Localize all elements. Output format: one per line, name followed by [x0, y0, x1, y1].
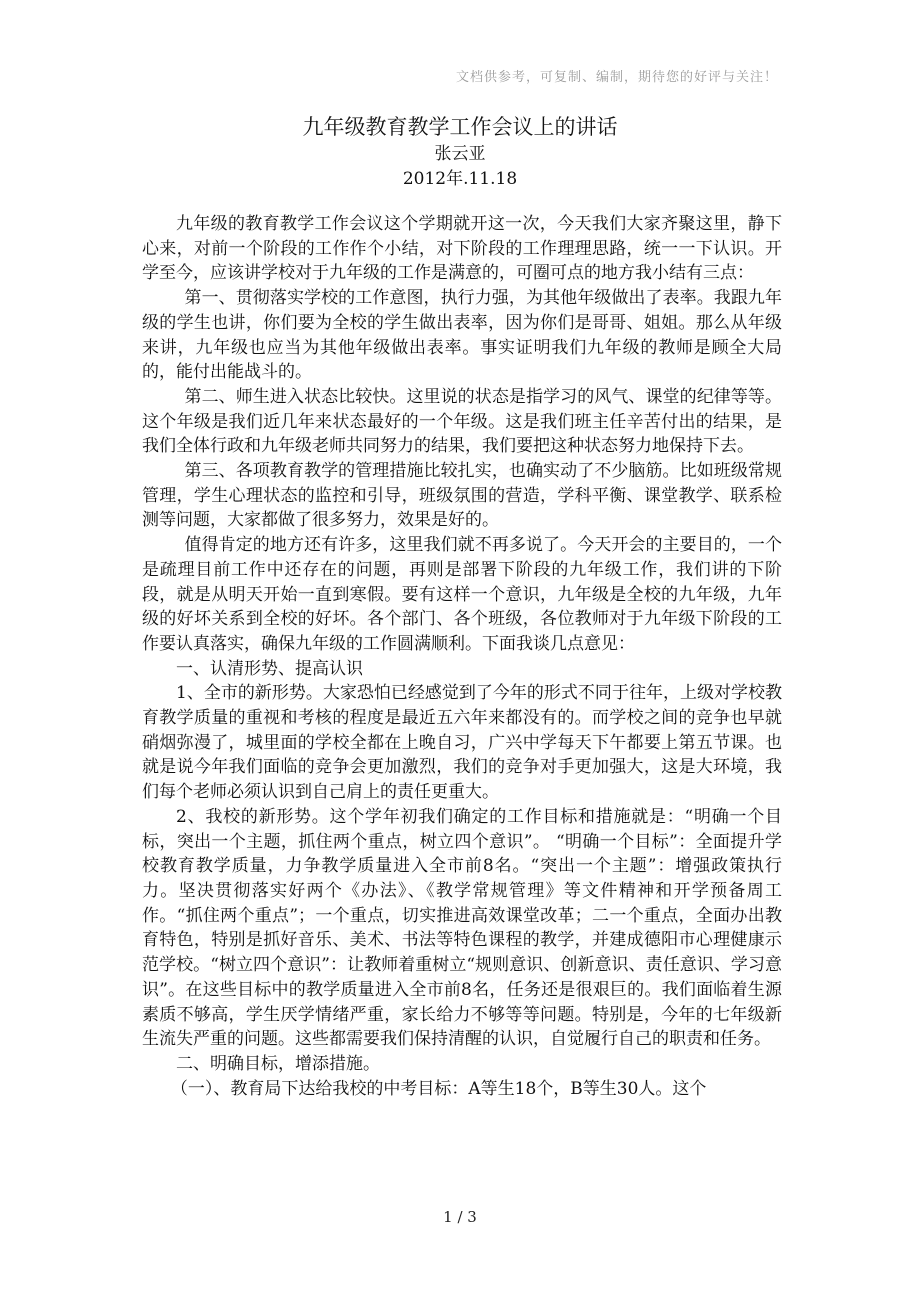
document-date: 2012年.11.18 [402, 169, 518, 189]
paragraph-city-situation: 1、全市的新形势。大家恐怕已经感觉到了今年的形式不同于往年，上级对学校教育教学质量的重视和考核的程度是最近五六年来都没有的。而学校之间的竞争也早就硝烟弥漫了，城里面的学校全都在上晚自习，广兴中学每天下午都要上第五节课。也就是说今年我们面临的竞争会更加激烈，我们的竞争对手更加强大，这是大环境，我们每个老师必须认识到自己肩上的责任更重大。 [142, 683, 782, 803]
paragraph-school-situation: 2、我校的新形势。这个学年初我们确定的工作目标和措施就是：“明确一个目标，突出一个主题，抓住两个重点，树立四个意识”。 “明确一个目标”：全面提升学校教育教学质量，力争教学质量进入全市前8名。“突出一个主题”：增强政策执行力。坚决贯彻落实好两个《办法》、《教学常规管理》等文件精神和开学预备周工作。“抓住两个重点”；一个重点，切实推进高效课堂改革；二一个重点，全面办出教育特色，特别是抓好音乐、美术、书法等特色课程的教学，并建成德阳市心理健康示范学校。“树立四个意识”：让教师着重树立“规则意识、创新意识、责任意识、学习意识”。在这些目标中的教学质量进入全市前8名，任务还是很艰巨的。我们面临着生源素质不够高，学生厌学情绪严重，家长给力不够等等问题。特别是，今年的七年级新生流失严重的问题。这些都需要我们保持清醒的认识，自觉履行自己的职责和任务。 [142, 806, 782, 1050]
author-name: 张云亚 [434, 144, 486, 164]
paragraph-transition: 值得肯定的地方还有许多，这里我们就不再多说了。今天开会的主要目的，一个是疏理目前工作中还存在的问题，再则是部署下阶段的九年级工作，我们讲的下阶段，就是从明天开始一直到寒假。要有这样一个意识，九年级是全校的九年级，九年级的好坏关系到全校的好坏。各个部门、各个班级，各位教师对于九年级下阶段的工作要认真落实，确保九年级的工作圆满顺利。下面我谈几点意见： [142, 535, 782, 654]
document-body [142, 212, 782, 1101]
paragraph-point-3: 第三、各项教育教学的管理措施比较扎实，也确实动了不少脑筋。比如班级常规管理，学生心理状态的监控和引导，班级氛围的营造，学科平衡、课堂教学、联系检测等问题，大家都做了很多努力，效果是好的。 [142, 461, 782, 531]
page-number: 1 / 3 [443, 1208, 477, 1226]
section-heading-2: 二、明确目标，增添措施。 [176, 1053, 380, 1074]
paragraph-goal-1: （一）、教育局下达给我校的中考目标：A等生18个，B等生30人。这个 [170, 1078, 707, 1099]
section-heading-1: 一、认清形势、提高认识 [176, 658, 363, 679]
header-note: 文档供参考，可复制、编制，期待您的好评与关注！ [455, 70, 778, 85]
paragraph-point-1: 第一、贯彻落实学校的工作意图，执行力强，为其他年级做出了表率。我跟九年级的学生也讲，你们要为全校的学生做出表率，因为你们是哥哥、姐姐。那么从年级来讲，九年级也应当为其他年级做出表率。事实证明我们九年级的教师是顾全大局的，能付出能战斗的。 [142, 288, 782, 383]
title-block [0, 112, 920, 192]
paragraph-point-2: 第二、师生进入状态比较快。这里说的状态是指学习的风气、课堂的纪律等等。这个年级是我们近几年来状态最好的一个年级。这是我们班主任辛苦付出的结果，是我们全体行政和九年级老师共同努力的结果，我们要把这种状态努力地保持下去。 [142, 386, 782, 457]
document-title: 九年级教育教学工作会议上的讲话 [302, 115, 618, 139]
paragraph-intro: 九年级的教育教学工作会议这个学期就开这一次，今天我们大家齐聚这里，静下心来，对前一个阶段的工作作个小结，对下阶段的工作理理思路，统一一下认识。开学至今，应该讲学校对于九年级的工作是满意的，可圈可点的地方我小结有三点： [142, 214, 782, 284]
